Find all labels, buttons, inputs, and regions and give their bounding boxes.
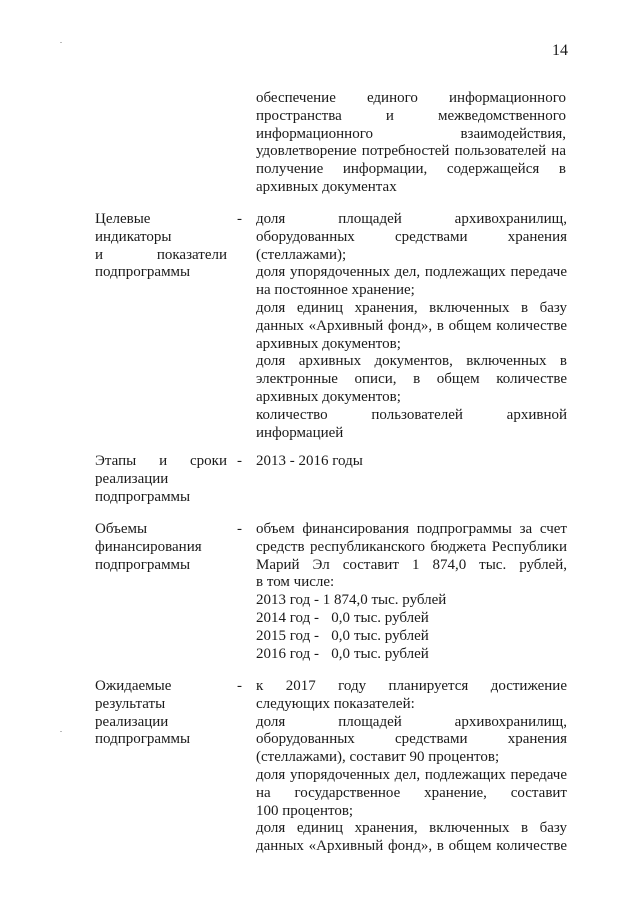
value-line: в том числе: xyxy=(256,574,335,591)
value-line: (стеллажами), составит 90 процентов; xyxy=(256,749,500,766)
value-line: 2013 - 2016 годы xyxy=(256,453,363,469)
page-number: 14 xyxy=(552,42,568,59)
funding-year: 2016 год - xyxy=(256,645,319,662)
value-line: объем финансирования подпрограммы за счет xyxy=(256,521,567,537)
value-line: доля площадей архивохранилищ, xyxy=(256,713,567,730)
funding-amount: 0,0 xyxy=(331,645,350,662)
value-line: данных «Архивный фонд», в общем количестве xyxy=(256,838,567,855)
intro-line: архивных документах xyxy=(256,178,397,195)
label-line: финансирования xyxy=(95,538,202,555)
section-label xyxy=(95,521,227,574)
section-value xyxy=(256,211,567,442)
value-line: информацией xyxy=(256,424,344,441)
label-line: Целевые xyxy=(95,211,151,227)
label-line: Ожидаемые xyxy=(95,678,172,694)
funding-amount: 0,0 xyxy=(331,627,350,644)
section-value xyxy=(256,521,567,663)
value-line: доля единиц хранения, включенных в базу xyxy=(256,820,567,837)
intro-text xyxy=(256,90,566,197)
value-line: электронные описи, в общем количестве xyxy=(256,371,567,388)
value-line: оборудованных средствами хранения xyxy=(256,731,567,748)
value-line: средств республиканского бюджета Республики xyxy=(256,538,567,555)
label-line: реализации xyxy=(95,470,169,487)
value-line: к 2017 году планируется достижение xyxy=(256,678,567,694)
funding-unit: тыс. рублей xyxy=(354,609,429,626)
funding-unit: тыс. рублей xyxy=(354,627,429,644)
label-line: реализации xyxy=(95,713,169,730)
intro-line: обеспечение единого информационного xyxy=(256,90,566,106)
value-line: доля единиц хранения, включенных в базу xyxy=(256,299,567,316)
funding-year-row xyxy=(256,646,567,664)
intro-line: информационного взаимодействия, xyxy=(256,125,566,142)
value-line: доля упорядоченных дел, подлежащих передаче xyxy=(256,766,567,783)
funding-year-row xyxy=(256,628,567,646)
section-label xyxy=(95,453,227,506)
section-value xyxy=(256,453,567,471)
value-line: данных «Архивный фонд», в общем количестве xyxy=(256,317,567,334)
section-value xyxy=(256,678,567,856)
section-label xyxy=(95,211,227,282)
funding-amount: 0,0 xyxy=(331,609,350,626)
label-line: результаты xyxy=(95,695,166,712)
value-line: на государственное хранение, составит xyxy=(256,784,567,801)
section-dash: - xyxy=(237,521,242,537)
value-line: 2013 год - 1 874,0 тыс. рублей xyxy=(256,592,447,609)
funding-year-row xyxy=(256,610,567,628)
label-line: Объемы xyxy=(95,521,148,537)
scan-mark xyxy=(60,731,62,732)
value-line: Марий Эл составит 1 874,0 тыс. рублей, xyxy=(256,556,567,573)
label-line: подпрограммы xyxy=(95,731,191,748)
value-line: доля архивных документов, включенных в xyxy=(256,353,567,370)
label-line: подпрограммы xyxy=(95,264,191,281)
value-line: оборудованных средствами хранения xyxy=(256,228,567,245)
value-line: доля площадей архивохранилищ, xyxy=(256,211,567,227)
label-line: и показатели xyxy=(95,246,227,263)
section-dash: - xyxy=(237,453,242,469)
value-line: на постоянное хранение; xyxy=(256,282,415,299)
section-dash: - xyxy=(237,211,242,227)
value-line: архивных документов; xyxy=(256,335,401,352)
intro-line: получение информации, содержащейся в xyxy=(256,161,566,178)
value-line: архивных документов; xyxy=(256,388,401,405)
scan-mark xyxy=(60,42,62,43)
funding-year: 2014 год - xyxy=(256,609,319,626)
label-line: подпрограммы xyxy=(95,488,191,505)
section-dash: - xyxy=(237,678,242,694)
section-label xyxy=(95,678,227,749)
label-line: Этапы и сроки xyxy=(95,453,227,469)
funding-year: 2015 год - xyxy=(256,627,319,644)
value-line: следующих показателей: xyxy=(256,695,415,712)
value-line: количество пользователей архивной xyxy=(256,406,567,423)
intro-line: удовлетворение потребностей пользователей на xyxy=(256,143,566,160)
funding-unit: тыс. рублей xyxy=(354,645,429,662)
value-line: доля упорядоченных дел, подлежащих передаче xyxy=(256,264,567,281)
value-line: 100 процентов; xyxy=(256,802,354,819)
intro-line: пространства и межведомственного xyxy=(256,107,566,124)
value-line: (стеллажами); xyxy=(256,246,347,263)
label-line: подпрограммы xyxy=(95,556,191,573)
label-line: индикаторы xyxy=(95,228,172,245)
